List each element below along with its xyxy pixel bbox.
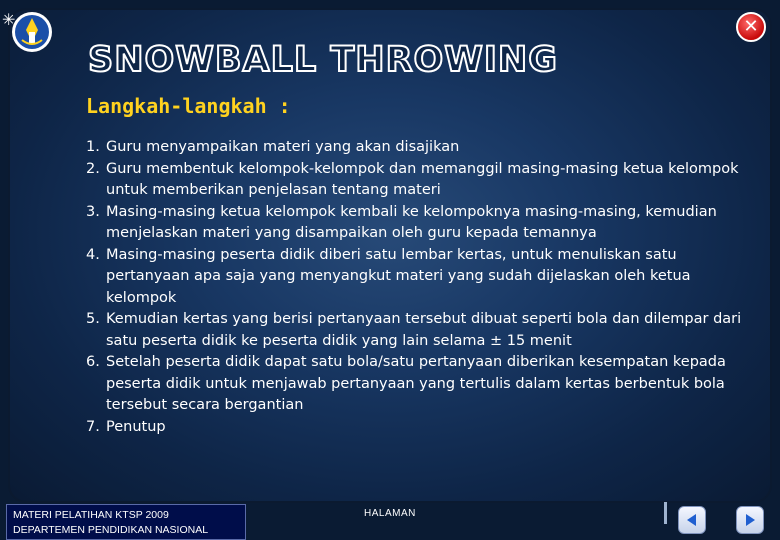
- step-text: Setelah peserta didik dapat satu bola/satu pertanyaan diberikan kesempatan kepada peserta didik untuk menjawab pertanyaan yang tertulis dalam kertas berbentuk bola tersebut secara bergantian: [106, 354, 726, 413]
- step-text: Kemudian kertas yang berisi pertanyaan tersebut dibuat seperti bola dan dilempar dari satu peserta didik ke peserta didik yang lain selama ± 15 menit: [106, 311, 742, 349]
- list-item: [86, 137, 746, 159]
- list-item: [86, 159, 746, 202]
- step-text: Masing-masing ketua kelompok kembali ke kelompoknya masing-masing, kemudian menjelaskan materi yang disampaikan oleh guru kepada temannya: [106, 203, 717, 241]
- footer-line-1: MATERI PELATIHAN KTSP 2009: [13, 509, 169, 521]
- logo-icon: [10, 10, 54, 54]
- divider: [664, 502, 667, 524]
- steps-heading: Langkah-langkah :: [86, 94, 291, 118]
- step-text: Penutup: [106, 418, 166, 435]
- sparkle-icon: ✳: [2, 10, 16, 29]
- step-number: 4.: [86, 246, 100, 263]
- close-button[interactable]: [736, 12, 766, 42]
- step-number: 6.: [86, 354, 100, 370]
- list-item: [86, 352, 746, 417]
- triangle-right-icon: [742, 512, 758, 528]
- triangle-left-icon: [684, 512, 700, 528]
- list-item: [86, 417, 746, 439]
- step-text: Masing-masing peserta didik diberi satu lembar kertas, untuk menuliskan satu pertanyaan apa saja yang menyangkut materi yang sudah dijelaskan oleh ketua kelompok: [106, 246, 691, 306]
- footer-credit: [6, 504, 246, 540]
- list-item: [86, 309, 746, 352]
- step-text: Guru membentuk kelompok-kelompok dan memanggil masing-masing ketua kelompok untuk memberikan penjelasan tentang materi: [106, 160, 739, 198]
- slide-title: SNOWBALL THROWING: [88, 40, 558, 80]
- footer-line-2: DEPARTEMEN PENDIDIKAN NASIONAL: [13, 524, 209, 536]
- list-item: [86, 202, 746, 245]
- prev-button[interactable]: [678, 506, 706, 534]
- step-text: Guru menyampaikan materi yang akan disajikan: [106, 139, 460, 155]
- step-number: 3.: [86, 203, 100, 220]
- close-icon: ✕: [743, 16, 759, 37]
- step-number: 2.: [86, 160, 100, 177]
- page-label: HALAMAN: [364, 508, 416, 519]
- step-number: 1.: [86, 139, 100, 155]
- list-item: [86, 245, 746, 310]
- step-number: 5.: [86, 311, 100, 327]
- steps-list: [86, 137, 746, 438]
- step-number: 7.: [86, 418, 100, 435]
- next-button[interactable]: [736, 506, 764, 534]
